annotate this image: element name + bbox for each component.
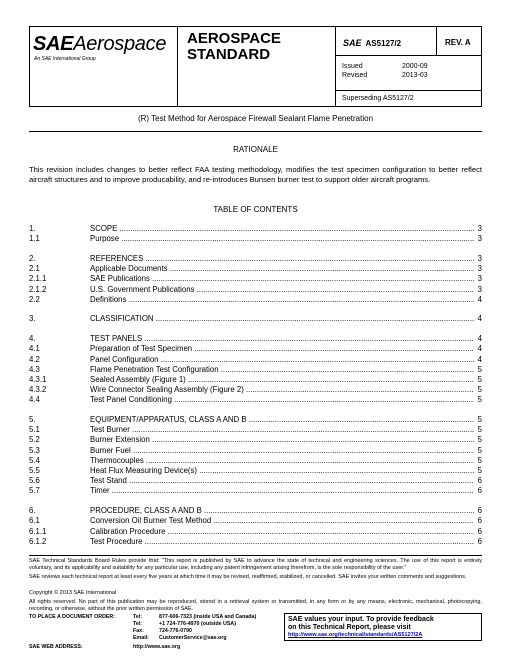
toc-entry-number: 6. xyxy=(29,506,36,516)
toc-entry-title: Burner Extension ..... xyxy=(90,435,474,445)
header-divider xyxy=(335,90,481,91)
toc-entry-title: Sealed Assembly (Figure 1) ..... xyxy=(90,375,474,385)
document-header xyxy=(29,26,482,107)
email-value[interactable]: CustomerService@sae.org xyxy=(159,635,227,641)
toc-entry-number: 5.6 xyxy=(29,476,40,486)
toc-entry-title: Test Stand ..... xyxy=(90,476,474,486)
toc-entry-page: 5 xyxy=(477,415,482,424)
toc-entry-title: Test Burner ..... xyxy=(90,425,474,435)
revised-label: Revised xyxy=(342,72,368,79)
toc-entry-page: 5 xyxy=(477,364,482,374)
toc-entry-page: 3 xyxy=(477,234,482,244)
rationale-text: This revision includes changes to better reflect FAA testing methodology, modifies the test specimen configuration to better reflect aircraft structures and to improve producability, and re-introduces Bunsen burner test to support older aircraft programs. xyxy=(29,165,482,184)
toc-entry-page: 6 xyxy=(477,486,482,496)
toc-entry-page: 3 xyxy=(477,224,482,233)
toc-entry[interactable] xyxy=(29,224,482,234)
web-link[interactable]: http://www.sae.org xyxy=(133,644,181,650)
toc-entry-page: 5 xyxy=(477,395,482,405)
toc-entry-page: 6 xyxy=(477,536,482,546)
toc-entry-page: 5 xyxy=(477,466,482,475)
toc-entry-number: 5.5 xyxy=(29,466,40,475)
toc-entry-title: Wire Connector Sealing Assembly (Figure 2) ..... xyxy=(90,385,474,395)
toc-entry-number: 5.2 xyxy=(29,435,40,445)
toc-entry[interactable] xyxy=(29,425,482,435)
toc-entry-number: 2.1.2 xyxy=(29,284,47,294)
toc-entry[interactable] xyxy=(29,446,482,456)
toc-entry[interactable] xyxy=(29,537,482,547)
superseding-note: Superseding AS5127/2 xyxy=(342,95,414,102)
toc-entry-page: 3 xyxy=(477,274,482,284)
toc-entry-page: 4 xyxy=(477,354,482,364)
toc-entry[interactable] xyxy=(29,355,482,365)
feedback-link[interactable]: http://www.sae.org/technical/standards/AS5127/2A xyxy=(288,632,423,638)
toc-entry[interactable] xyxy=(29,264,482,274)
toc-entry-page: 4 xyxy=(477,294,482,304)
toc-entry[interactable] xyxy=(29,466,482,476)
toc-entry-page: 4 xyxy=(477,314,482,324)
toc-entry-page: 5 xyxy=(477,374,482,384)
toc-entry-page: 6 xyxy=(477,476,482,486)
toc-entry-page: 6 xyxy=(477,526,482,536)
footer-copyright: Copyright © 2013 SAE International xyxy=(29,590,117,596)
toc-entry[interactable] xyxy=(29,344,482,354)
toc-entry[interactable] xyxy=(29,314,482,324)
toc-entry-number: 4.1 xyxy=(29,344,40,354)
toc-entry-number: 1.1 xyxy=(29,234,40,244)
toc-entry-title: Conversion Oil Burner Test Method ..... xyxy=(90,516,474,526)
logo-subtitle: An SAE International Group xyxy=(34,56,96,62)
fax-value: 724-776-0790 xyxy=(159,628,192,634)
toc-entry-page: 3 xyxy=(477,264,482,274)
header-divider xyxy=(335,55,481,56)
tel-label: Tel: xyxy=(133,614,143,620)
fax-label: Fax: xyxy=(133,628,144,634)
toc-entry-title: Applicable Documents ..... xyxy=(90,264,474,274)
toc-entry-title: U.S. Government Publications ..... xyxy=(90,285,474,295)
toc-entry[interactable] xyxy=(29,274,482,284)
toc-entry-title: Purpose ..... xyxy=(90,234,474,244)
sae-aerospace-logo: SAEAerospace An SAE International Group xyxy=(33,33,167,62)
toc-entry-number: 5.3 xyxy=(29,445,40,455)
toc-entry-title: Flame Penetration Test Configuration ..... xyxy=(90,365,474,375)
toc-entry-title: TEST PANELS ..... xyxy=(90,334,474,344)
header-divider xyxy=(177,27,178,106)
toc-entry[interactable] xyxy=(29,435,482,445)
toc-entry-title: Definitions ..... xyxy=(90,295,474,305)
revised-date: 2013-03 xyxy=(402,72,428,79)
header-divider xyxy=(335,27,336,106)
toc-entry-title: REFERENCES ..... xyxy=(90,254,474,264)
toc-entry-number: 5.4 xyxy=(29,455,40,465)
footer-rights: All rights reserved. No part of this publication may be reproduced, stored in a retrieval system or transmitted, in any form or by any means, electronic, mechanical, photocopying, recording, or otherwise, without the prior written permission of SAE. xyxy=(29,599,482,612)
toc-entry-page: 5 xyxy=(477,435,482,445)
toc-entry-number: 2.2 xyxy=(29,294,40,304)
feedback-line1: SAE values your input. To provide feedback xyxy=(288,616,434,623)
title-divider xyxy=(29,131,482,132)
toc-entry-page: 6 xyxy=(477,516,482,526)
toc-entry[interactable] xyxy=(29,365,482,375)
issued-date: 2000-09 xyxy=(402,63,428,70)
footer-divider xyxy=(29,555,482,556)
toc-entry[interactable] xyxy=(29,415,482,425)
issued-label: Issued xyxy=(342,63,363,70)
toc-entry-number: 5.1 xyxy=(29,425,40,435)
toc-entry-title: Timer ..... xyxy=(90,486,474,496)
toc-entry-title: PROCEDURE, CLASS A AND B ..... xyxy=(90,506,474,516)
document-number: SAE AS5127/2 xyxy=(343,38,402,48)
toc-entry[interactable] xyxy=(29,527,482,537)
toc-entry-number: 3. xyxy=(29,314,36,324)
toc-entry[interactable] xyxy=(29,506,482,516)
toc-entry-title: CLASSIFICATION ..... xyxy=(90,314,474,324)
revision-label: REV. A xyxy=(445,38,471,47)
toc-entry-page: 4 xyxy=(477,334,482,344)
feedback-box xyxy=(284,613,482,641)
toc-entry-page: 5 xyxy=(477,385,482,395)
toc-entry-number: 5. xyxy=(29,415,36,424)
footer-rules: SAE Technical Standards Board Rules provide that: “This report is published by SAE to advance the state of technical and engineering sciences. The use of this report is entirely voluntary, and its applicability and suitability for any particular use, including any patent infringement arising therefrom, is the sole responsibility of the user.” xyxy=(29,558,482,571)
header-divider xyxy=(436,27,437,55)
email-label: Email: xyxy=(133,635,149,641)
toc-entry-title: SCOPE ..... xyxy=(90,224,474,234)
tel2-value: +1 724-776-4970 (outside USA) xyxy=(159,621,236,627)
toc-entry[interactable] xyxy=(29,334,482,344)
toc-entry[interactable] xyxy=(29,254,482,264)
document-type: AEROSPACE STANDARD xyxy=(187,30,281,63)
toc-entry[interactable] xyxy=(29,385,482,395)
toc-entry-title: Calibration Procedure ..... xyxy=(90,527,474,537)
toc-entry-page: 3 xyxy=(477,284,482,294)
document-title: (R) Test Method for Aerospace Firewall Sealant Flame Penetration xyxy=(137,114,374,123)
toc-entry-title: Thermocouples ..... xyxy=(90,456,474,466)
toc-entry-title: Heat Flux Measuring Device(s) ..... xyxy=(90,466,474,476)
toc-heading: TABLE OF CONTENTS xyxy=(213,205,298,214)
toc-entry-page: 3 xyxy=(477,253,482,263)
toc-entry-title: Test Procedure ..... xyxy=(90,537,474,547)
toc-entry-number: 4.4 xyxy=(29,395,40,405)
feedback-line2: on this Technical Report, please visit xyxy=(288,624,411,631)
toc-entry-number: 5.7 xyxy=(29,486,40,496)
toc-entry-number: 2.1.1 xyxy=(29,274,47,284)
toc-entry[interactable] xyxy=(29,295,482,305)
toc-entry-title: EQUIPMENT/APPARATUS, CLASS A AND B ..... xyxy=(90,415,474,425)
toc-entry[interactable] xyxy=(29,476,482,486)
toc-entry-number: 2.1 xyxy=(29,264,40,274)
toc-entry-title: Burner Fuel ..... xyxy=(90,446,474,456)
toc-entry-number: 2. xyxy=(29,253,36,263)
footer-review: SAE reviews each technical report at least every five years at which time it may be revised, reaffirmed, stabilized, or cancelled. SAE invites your written comments and suggestions. xyxy=(29,574,467,580)
toc-entry-number: 4.3.1 xyxy=(29,374,47,384)
toc-entry[interactable] xyxy=(29,456,482,466)
toc-entry-page: 4 xyxy=(477,344,482,354)
toc-entry-number: 4.3.2 xyxy=(29,385,47,395)
toc-entry-title: Preparation of Test Specimen ..... xyxy=(90,344,474,354)
toc-entry[interactable] xyxy=(29,516,482,526)
toc-entry-title: Panel Configuration ..... xyxy=(90,355,474,365)
toc-entry[interactable] xyxy=(29,375,482,385)
toc-entry-page: 5 xyxy=(477,445,482,455)
tel2-label: Tel: xyxy=(133,621,143,627)
web-label: SAE WEB ADDRESS: xyxy=(29,644,83,650)
toc-entry-page: 5 xyxy=(477,425,482,435)
toc-entry[interactable] xyxy=(29,285,482,295)
toc-entry[interactable] xyxy=(29,395,482,405)
toc-entry-title: Test Panel Conditioning ..... xyxy=(90,395,474,405)
toc-entry-number: 4.3 xyxy=(29,364,40,374)
toc-entry[interactable] xyxy=(29,234,482,244)
toc-entry-title: SAE Publications ..... xyxy=(90,274,474,284)
rationale-heading: RATIONALE xyxy=(233,145,278,154)
toc-entry-number: 6.1.2 xyxy=(29,536,47,546)
toc-entry-number: 6.1 xyxy=(29,516,40,526)
toc-entry-number: 6.1.1 xyxy=(29,526,47,536)
order-label: TO PLACE A DOCUMENT ORDER: xyxy=(29,614,116,620)
toc-entry[interactable] xyxy=(29,486,482,496)
toc-entry-page: 5 xyxy=(477,455,482,465)
toc-entry-number: 4. xyxy=(29,334,36,344)
tel-value: 877-606-7323 (inside USA and Canada) xyxy=(159,614,257,620)
toc-entry-page: 6 xyxy=(477,506,482,516)
toc-entry-number: 4.2 xyxy=(29,354,40,364)
toc-entry-number: 1. xyxy=(29,224,36,233)
